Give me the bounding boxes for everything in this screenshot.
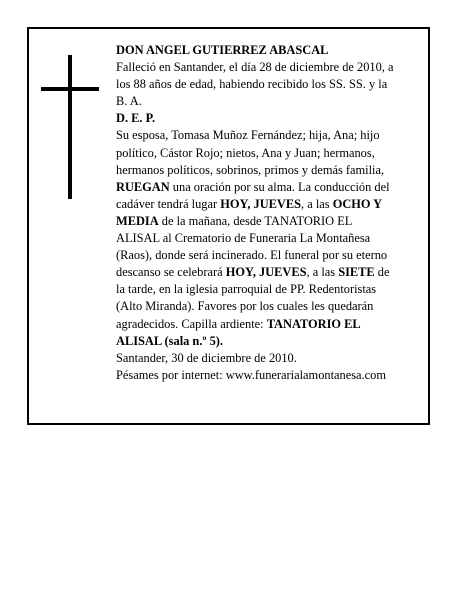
request-line-5: (Raos), donde será incinerado. El funeral por su eterno	[116, 248, 388, 263]
request-line-4: ALISAL al Crematorio de Funeraria La Montañesa	[116, 231, 371, 246]
notice-text	[116, 42, 424, 384]
request-line-2b: , a las	[301, 196, 333, 211]
obituary-notice	[27, 27, 430, 425]
death-line-1: Falleció en Santander, el día 28 de diciembre de 2010, a	[116, 60, 394, 75]
service-time-1b: MEDIA	[116, 213, 159, 228]
cross-icon	[41, 55, 99, 199]
cross-vertical-bar	[68, 55, 72, 199]
death-line-3: B. A.	[116, 94, 142, 109]
service-details	[116, 179, 424, 350]
chapel-location-b: ALISAL (sala n.º 5).	[116, 333, 224, 348]
request-line-8: (Alto Miranda). Favores por los cuales les quedarán	[116, 299, 374, 314]
death-announcement	[116, 59, 424, 110]
family-line-1: Su esposa, Tomasa Muñoz Fernández; hija, Ana; hijo	[116, 128, 380, 143]
request-line-2a: cadáver tendrá lugar	[116, 196, 221, 211]
family-line-2: político, Cástor Rojo; nietos, Ana y Juan; hermanos,	[116, 145, 375, 160]
family-list	[116, 127, 424, 178]
chapel-location-a: TANATORIO EL	[266, 316, 361, 331]
rip-line: D. E. P.	[116, 111, 156, 126]
service-time-2: SIETE	[338, 265, 375, 280]
request-line-1: una oración por su alma. La conducción del	[169, 179, 390, 194]
request-line-9: agradecidos. Capilla ardiente:	[116, 316, 267, 331]
date-line: Santander, 30 de diciembre de 2010.	[116, 350, 297, 365]
condolences-line: Pésames por internet: www.funerarialamontanesa.com	[116, 367, 386, 382]
request-line-7: la tarde, en la iglesia parroquial de PP. Redentoristas	[116, 282, 377, 297]
deceased-name: DON ANGEL GUTIERREZ ABASCAL	[116, 43, 329, 57]
death-line-2: los 88 años de edad, habiendo recibido los SS. SS. y la	[116, 77, 388, 92]
ruegan-word: RUEGAN	[116, 179, 170, 194]
request-line-6a: descanso se celebrará	[116, 265, 226, 280]
request-line-6c: de	[374, 265, 390, 280]
service-day-1: HOY, JUEVES	[220, 196, 302, 211]
request-line-6b: , a las	[306, 265, 339, 280]
service-time-1a: OCHO Y	[332, 196, 383, 211]
cross-horizontal-bar	[41, 87, 99, 91]
request-line-3: de la mañana, desde TANATORIO EL	[158, 213, 353, 228]
service-day-2: HOY, JUEVES	[225, 265, 307, 280]
family-line-3: hermanos políticos, sobrinos, primos y demás familia,	[116, 162, 385, 177]
